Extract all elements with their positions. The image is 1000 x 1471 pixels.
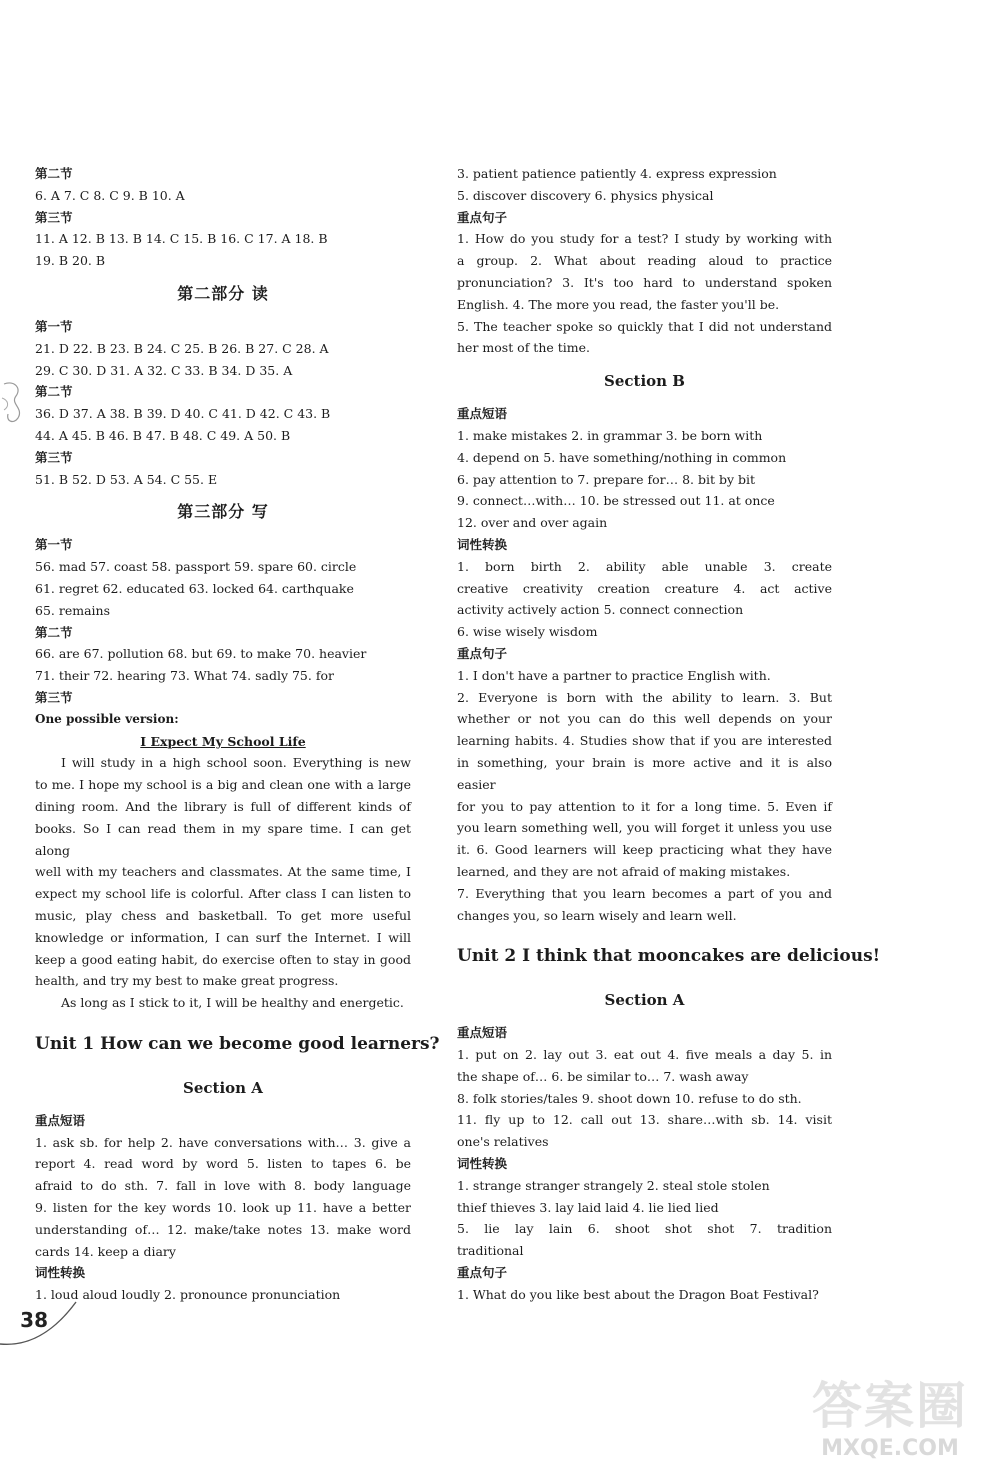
sentence-line: 1. What do you like best about the Dragon Boat Festival? <box>457 1286 819 1302</box>
page-number: 38 <box>20 1308 48 1332</box>
sentence-line: learning habits. 4. Studies show that if you are interested <box>457 733 832 749</box>
sentence-line: learned, and they are not afraid of making mistakes. <box>457 863 791 879</box>
sentence-line: in something, your brain is more active and it is also easier <box>457 754 832 792</box>
watermark-logo-text: 答案圈 <box>812 1377 968 1435</box>
sentence-line: pronunciation? 3. It's too hard to understand spoken <box>457 274 832 290</box>
answer-line: 56. mad 57. coast 58. passport 59. spare 60. circle <box>35 559 357 575</box>
part-heading-write: 第三部分 写 <box>177 502 269 522</box>
section-a-heading: Section A <box>604 991 685 1010</box>
phrase-line: 9. listen for the key words 10. look up 11. have a better <box>35 1200 411 1216</box>
sentence-line: English. 4. The more you read, the faster you'll be. <box>457 296 780 312</box>
phrase-line: cards 14. keep a diary <box>35 1243 176 1259</box>
phrase-line: report 4. read word by word 5. listen to tapes 6. be <box>35 1156 411 1172</box>
section-label: 第三节 <box>35 689 73 705</box>
section-label: 第二节 <box>35 624 73 640</box>
essay-line: expect my school life is colorful. After class I can listen to <box>35 886 411 902</box>
sentence-line: whether or not you can do this well depends on your <box>457 711 832 727</box>
essay-title: I Expect My School Life <box>140 733 306 749</box>
phrase-line: the shape of… 6. be similar to… 7. wash away <box>457 1068 749 1084</box>
key-sentences-label: 重点句子 <box>457 1265 508 1281</box>
key-sentences-label: 重点句子 <box>457 209 508 225</box>
sentence-line: for you to pay attention to it for a long time. 5. Even if <box>457 798 832 814</box>
essay-line: to me. I hope my school is a big and clean one with a large <box>35 777 411 793</box>
phrase-line: 4. depend on 5. have something/nothing in common <box>457 449 787 465</box>
essay-line: I will study in a high school soon. Everything is new <box>61 755 411 771</box>
part-heading-read: 第二部分 读 <box>177 283 269 303</box>
word-form-line: traditional <box>457 1243 524 1259</box>
phrase-line: 1. put on 2. lay out 3. eat out 4. five meals a day 5. in <box>457 1047 832 1063</box>
phrase-line: 1. make mistakes 2. in grammar 3. be born with <box>457 427 763 443</box>
phrase-line: 1. ask sb. for help 2. have conversations with… 3. give a <box>35 1134 411 1150</box>
sentence-line: a group. 2. What about reading aloud to practice <box>457 253 832 269</box>
sentence-line: 7. Everything that you learn becomes a part of you and <box>457 885 832 901</box>
phrase-line: 12. over and over again <box>457 515 608 531</box>
word-form-line: 6. wise wisely wisdom <box>457 624 598 640</box>
word-form-line: creative creativity creation creature 4. act active <box>457 580 832 596</box>
right-column <box>457 163 881 1306</box>
section-label: 第一节 <box>35 537 73 553</box>
word-form-line: 1. born birth 2. ability able unable 3. create <box>457 558 832 574</box>
sentence-line: changes you, so learn wisely and learn well. <box>457 907 737 923</box>
essay-line: As long as I stick to it, I will be healthy and energetic. <box>61 995 404 1011</box>
unit-1-title: Unit 1 How can we become good learners? <box>35 1033 440 1054</box>
word-form-line: 5. discover discovery 6. physics physical <box>457 187 714 203</box>
margin-scribble-mark <box>0 378 30 430</box>
essay-line: health, and try my best to make great progress. <box>35 973 339 989</box>
word-form-line: activity actively action 5. connect connection <box>457 602 744 618</box>
section-label: 第三节 <box>35 209 73 225</box>
essay-line: music, play chess and basketball. To get more useful <box>35 907 411 923</box>
section-label: 第三节 <box>35 449 73 465</box>
word-forms-label: 词性转换 <box>457 1156 508 1172</box>
word-forms-label: 词性转换 <box>35 1265 86 1281</box>
answer-line: 36. D 37. A 38. B 39. D 40. C 41. D 42. C 43. B <box>35 406 331 422</box>
answer-line: 65. remains <box>35 602 110 618</box>
sentence-line: 1. How do you study for a test? I study by working with <box>457 231 832 247</box>
key-phrases-label: 重点短语 <box>35 1112 86 1128</box>
answer-line: 44. A 45. B 46. B 47. B 48. C 49. A 50. B <box>35 427 291 443</box>
key-sentences-label: 重点句子 <box>457 645 508 661</box>
phrase-line: 8. folk stories/tales 9. shoot down 10. refuse to do sth. <box>457 1090 802 1106</box>
section-label: 第二节 <box>35 166 73 181</box>
sentence-line: 1. I don't have a partner to practice English with. <box>457 667 771 683</box>
answer-line: 51. B 52. D 53. A 54. C 55. E <box>35 471 218 487</box>
phrase-line: understanding of… 12. make/take notes 13. make word <box>35 1221 411 1237</box>
sentence-line: you learn something well, you will forget it unless you use <box>457 820 832 836</box>
essay-line: keep a good eating habit, do exercise often to stay in good <box>35 951 411 967</box>
key-phrases-label: 重点短语 <box>457 406 508 422</box>
word-form-line: 5. lie lay lain 6. shoot shot shot 7. tradition <box>457 1221 832 1237</box>
phrase-line: 6. pay attention to 7. prepare for… 8. bit by bit <box>457 471 756 487</box>
word-forms-label: 词性转换 <box>457 536 508 552</box>
section-label: 第二节 <box>35 384 73 400</box>
phrase-line: 9. connect…with… 10. be stressed out 11. at once <box>457 493 775 509</box>
answer-line: 19. B 20. B <box>35 253 106 269</box>
phrase-line: one's relatives <box>457 1134 549 1150</box>
possible-version-label: One possible version: <box>35 711 179 726</box>
sentence-line: it. 6. Good learners will keep practicing what they have <box>457 842 832 858</box>
watermark-url-text: MXQE.COM <box>821 1436 959 1461</box>
answer-line: 71. their 72. hearing 73. What 74. sadly 75. for <box>35 668 334 684</box>
essay-line: dining room. And the library is full of different kinds of <box>35 798 411 814</box>
left-column <box>35 163 440 1306</box>
answer-line: 29. C 30. D 31. A 32. C 33. B 34. D 35. A <box>35 362 293 378</box>
section-label: 第一节 <box>35 318 73 334</box>
word-form-line: 1. loud aloud loudly 2. pronounce pronunciation <box>35 1287 341 1303</box>
answer-line: 66. are 67. pollution 68. but 69. to make 70. heavier <box>35 646 367 662</box>
word-form-line: 3. patient patience patiently 4. express expression <box>457 166 777 181</box>
phrase-line: 11. fly up to 12. call out 13. share…with sb. 14. visit <box>457 1112 832 1128</box>
answer-line: 11. A 12. B 13. B 14. C 15. B 16. C 17. A 18. B <box>35 231 328 247</box>
section-a-heading: Section A <box>183 1078 263 1097</box>
answer-line: 61. regret 62. educated 63. locked 64. carthquake <box>35 580 354 596</box>
essay-line: well with my teachers and classmates. At the same time, I <box>35 864 411 880</box>
sentence-line: 2. Everyone is born with the ability to learn. 3. But <box>457 689 832 705</box>
essay-line: knowledge or information, I can surf the Internet. I will <box>35 929 411 945</box>
sentence-line: 5. The teacher spoke so quickly that I did not understand <box>457 318 832 334</box>
answer-line: 6. A 7. C 8. C 9. B 10. A <box>35 187 185 203</box>
phrase-line: afraid to do sth. 7. fall in love with 8. body language <box>35 1178 411 1194</box>
answer-line: 21. D 22. B 23. B 24. C 25. B 26. B 27. C 28. A <box>35 340 329 356</box>
unit-2-title: Unit 2 I think that mooncakes are delicious! <box>457 946 881 967</box>
watermark <box>800 1378 980 1466</box>
essay-line: books. So I can read them in my spare time. I can get along <box>35 820 411 858</box>
word-form-line: thief thieves 3. lay laid laid 4. lie lied lied <box>457 1199 719 1215</box>
key-phrases-label: 重点短语 <box>457 1025 508 1041</box>
word-form-line: 1. strange stranger strangely 2. steal stole stolen <box>457 1177 770 1193</box>
sentence-line: her most of the time. <box>457 340 591 356</box>
section-b-heading: Section B <box>604 372 685 391</box>
